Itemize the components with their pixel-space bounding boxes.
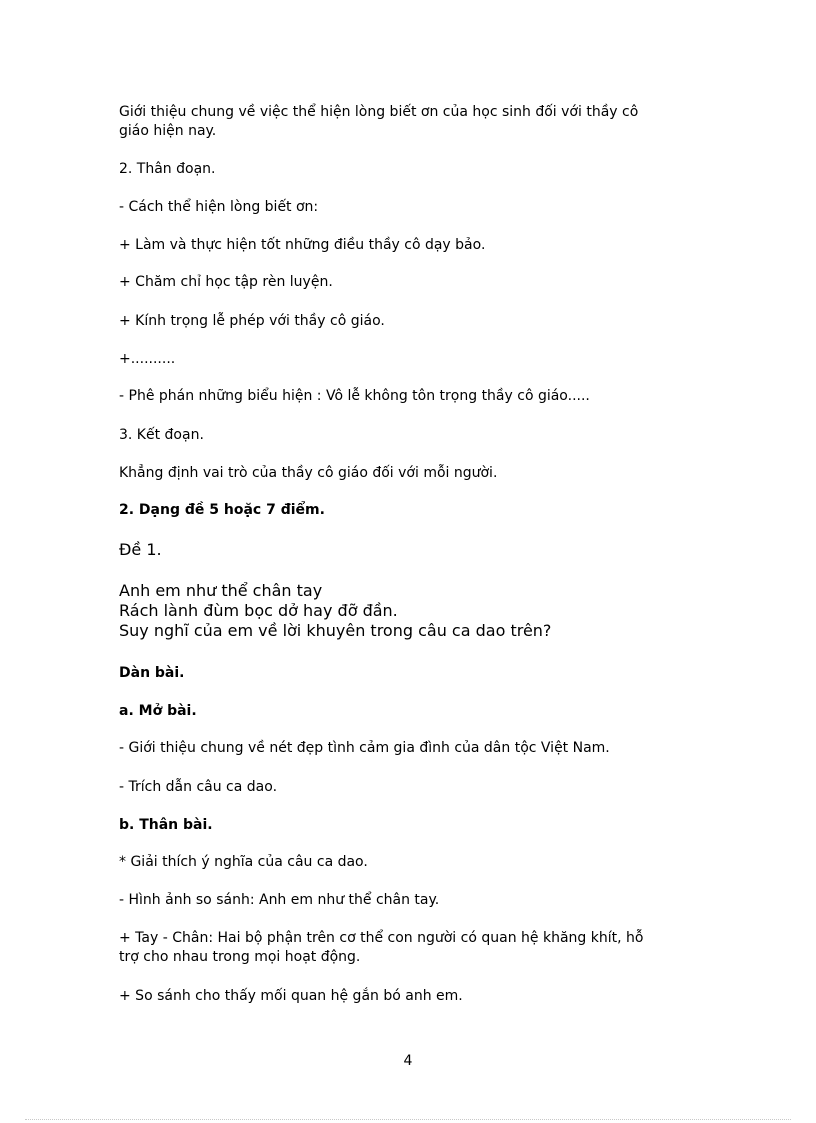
text-line: + Chăm chỉ học tập rèn luyện.: [119, 274, 333, 290]
exercise-title: Đề 1.: [119, 540, 162, 559]
text-line: - Cách thể hiện lòng biết ơn:: [119, 199, 319, 215]
text-line: + Làm và thực hiện tốt những điều thầy cô dạy bảo.: [119, 237, 486, 253]
text-line: Giới thiệu chung về việc thể hiện lòng biết ơn của học sinh đối với thầy cô: [119, 104, 639, 120]
text-line: + Tay - Chân: Hai bộ phận trên cơ thể con người có quan hệ khăng khít, hỗ: [119, 930, 644, 946]
text-line: trợ cho nhau trong mọi hoạt động.: [119, 949, 361, 965]
text-line: - Giới thiệu chung về nét đẹp tình cảm gia đình của dân tộc Việt Nam.: [119, 740, 610, 756]
text-line: giáo hiện nay.: [119, 123, 217, 139]
bold-heading: 2. Dạng đề 5 hoặc 7 điểm.: [119, 502, 325, 518]
text-line: + So sánh cho thấy mối quan hệ gắn bó anh em.: [119, 988, 463, 1004]
text-line: + Kính trọng lễ phép với thầy cô giáo.: [119, 313, 385, 329]
bold-heading: a. Mở bài.: [119, 703, 197, 719]
question-line: Suy nghĩ của em về lời khuyên trong câu ca dao trên?: [119, 621, 552, 640]
text-line: - Trích dẫn câu ca dao.: [119, 779, 278, 795]
section-heading: 2. Thân đoạn.: [119, 161, 216, 177]
section-heading: 3. Kết đoạn.: [119, 427, 204, 443]
text-line: - Phê phán những biểu hiện : Vô lễ không tôn trọng thầy cô giáo.....: [119, 388, 590, 404]
poem-line: Rách lành đùm bọc dở hay đỡ đần.: [119, 601, 398, 620]
bold-heading: b. Thân bài.: [119, 817, 213, 833]
page-divider: [25, 1119, 791, 1120]
text-line: +..........: [119, 351, 176, 367]
text-line: * Giải thích ý nghĩa của câu ca dao.: [119, 854, 368, 870]
page-number: 4: [403, 1053, 413, 1069]
bold-heading: Dàn bài.: [119, 665, 185, 681]
text-line: - Hình ảnh so sánh: Anh em như thể chân tay.: [119, 892, 440, 908]
poem-line: Anh em như thể chân tay: [119, 581, 323, 600]
text-line: Khẳng định vai trò của thầy cô giáo đối với mỗi người.: [119, 465, 498, 481]
